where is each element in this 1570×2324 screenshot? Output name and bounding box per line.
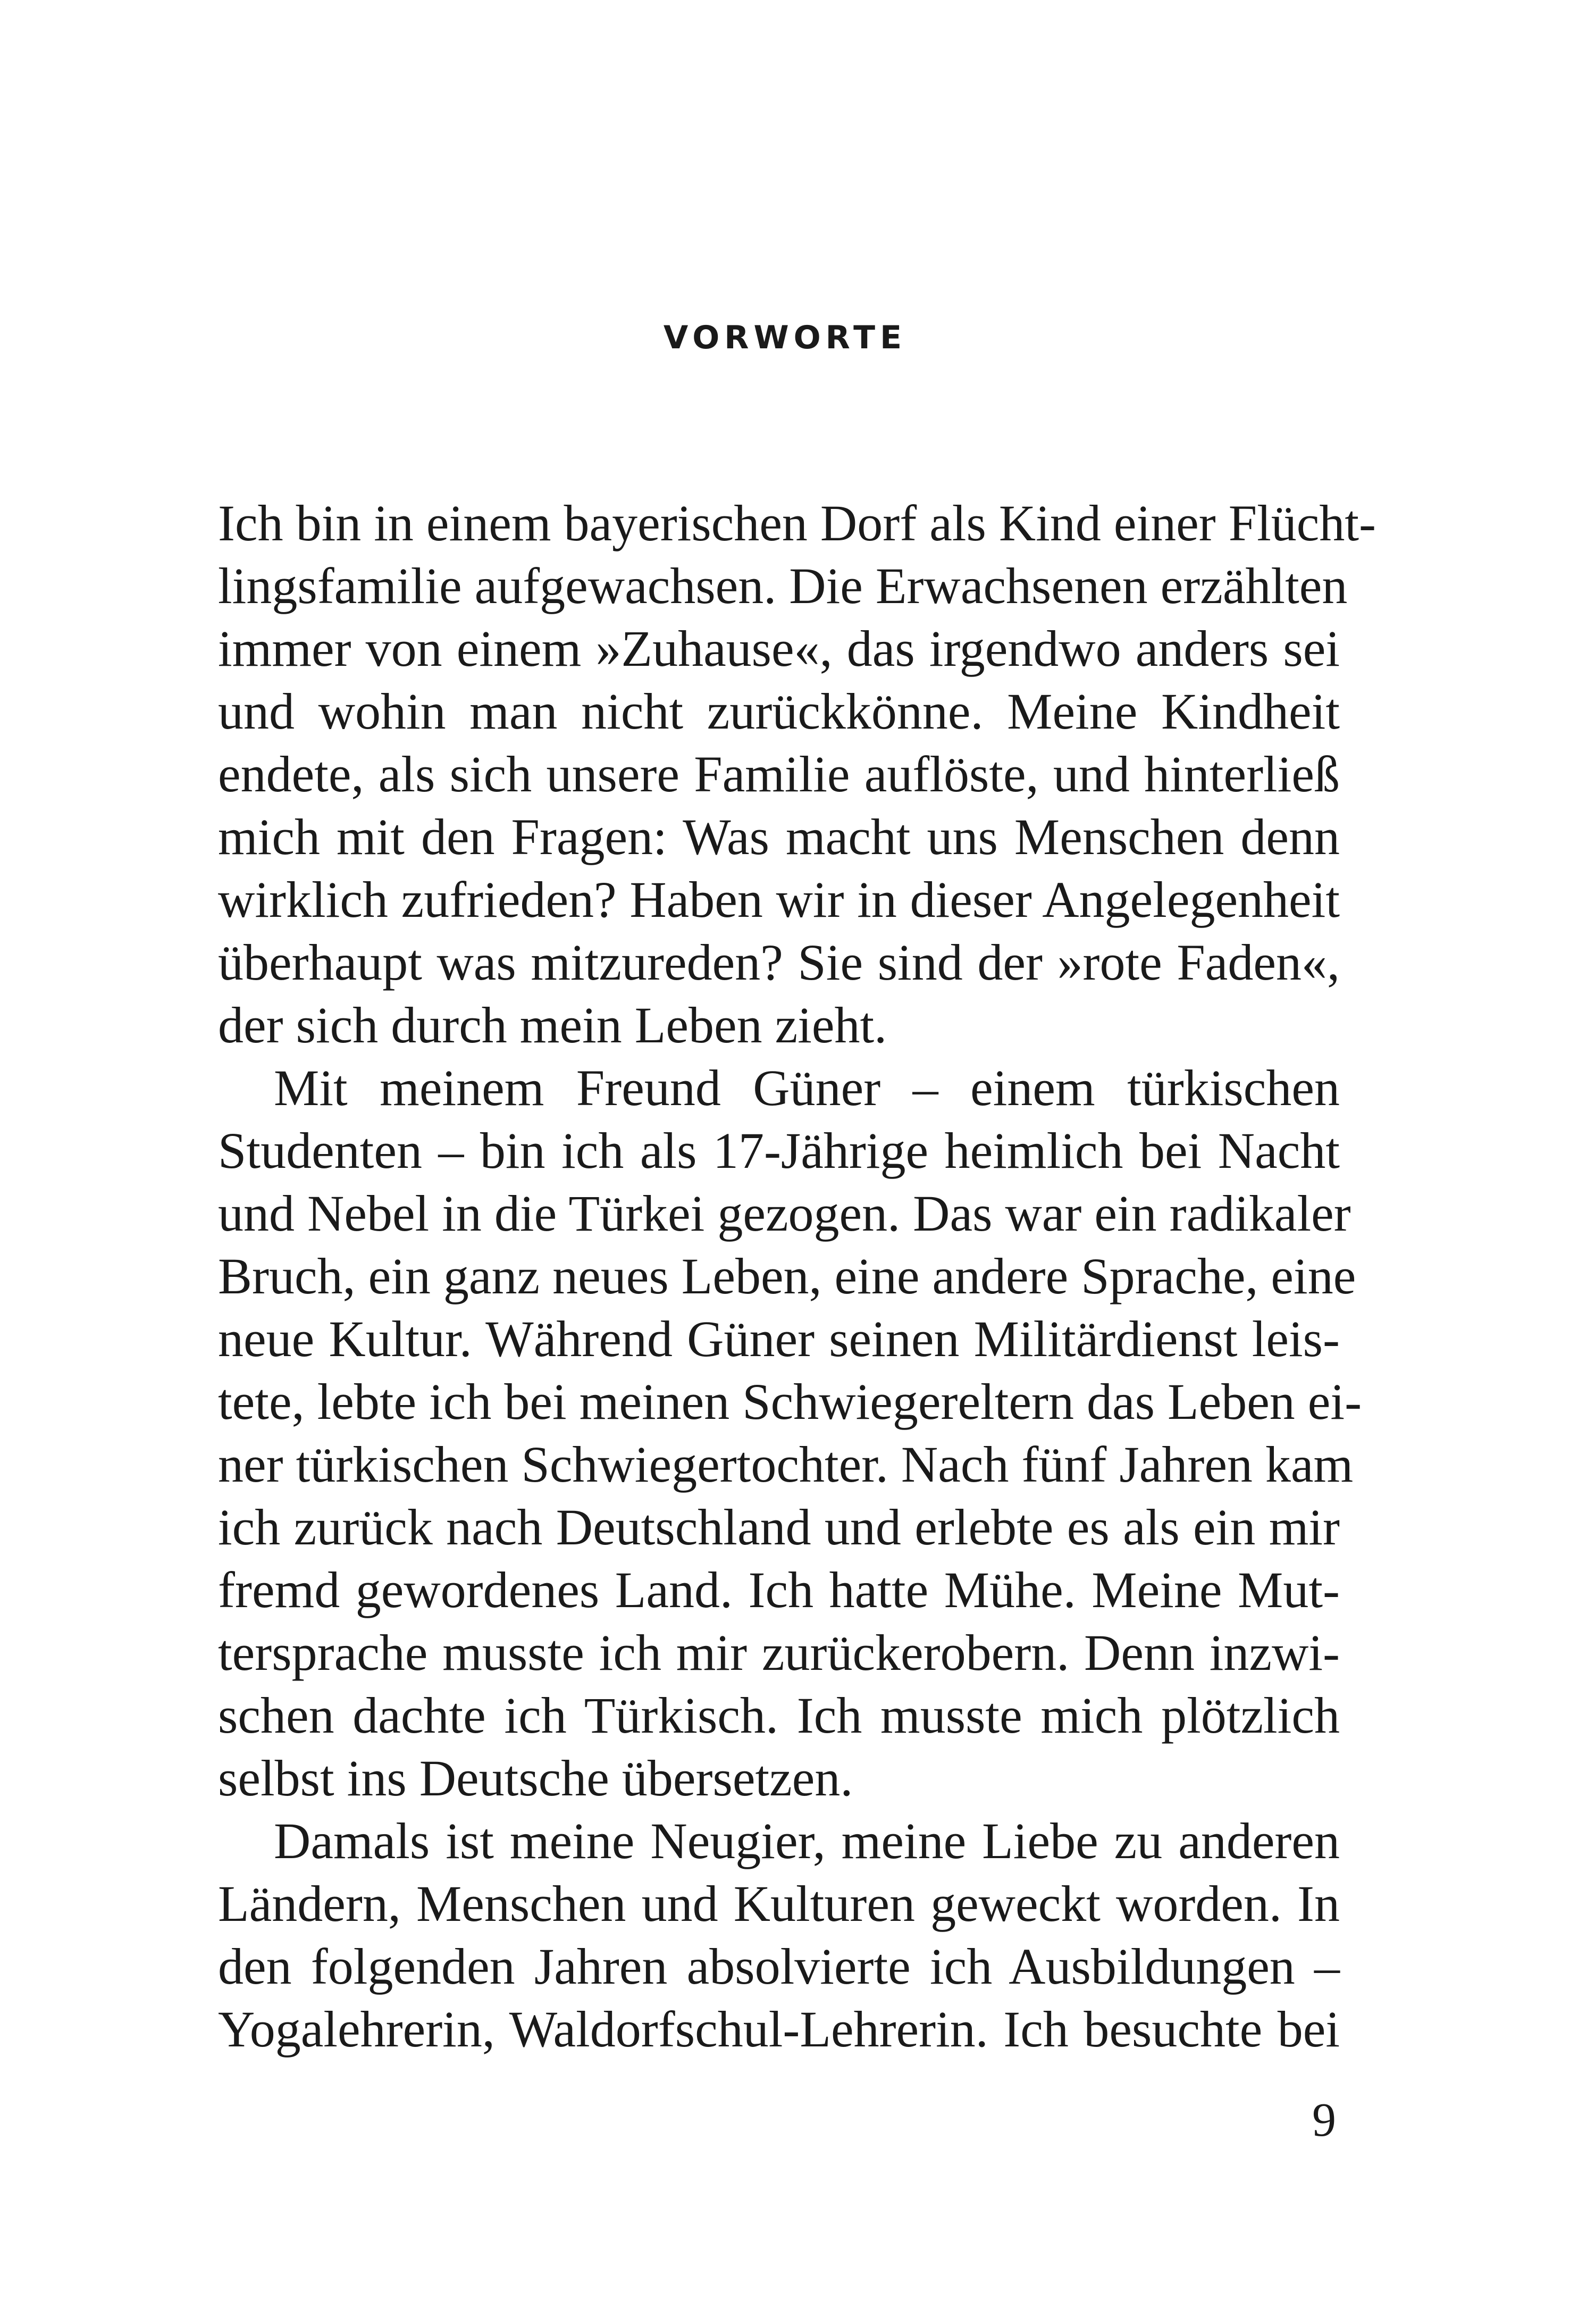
- text-line: und wohin man nicht zurückkönne. Meine Kindheit: [218, 683, 1340, 740]
- paragraph: [218, 1810, 1340, 2061]
- text-line: lingsfamilie aufgewachsen. Die Erwachsenen erzählten: [218, 557, 1348, 614]
- text-line: Bruch, ein ganz neues Leben, eine andere Sprache, eine: [218, 1248, 1356, 1305]
- text-line: fremd gewordenes Land. Ich hatte Mühe. Meine Mut-: [218, 1561, 1340, 1618]
- text-line: Yogalehrerin, Waldorfschul-Lehrerin. Ich besuchte bei: [218, 2001, 1340, 2058]
- text-line: und Nebel in die Türkei gezogen. Das war ein radikaler: [218, 1185, 1351, 1242]
- paragraph: [218, 492, 1376, 1057]
- text-line: Damals ist meine Neugier, meine Liebe zu anderen: [274, 1812, 1340, 1869]
- text-line: immer von einem »Zuhause«, das irgendwo anders sei: [218, 620, 1340, 677]
- text-line: der sich durch mein Leben zieht.: [218, 997, 887, 1054]
- text-line: neue Kultur. Während Güner seinen Militärdienst leis-: [218, 1310, 1340, 1367]
- text-line: schen dachte ich Türkisch. Ich musste mich plötzlich: [218, 1687, 1340, 1744]
- text-line: selbst ins Deutsche übersetzen.: [218, 1750, 853, 1807]
- paragraph: [218, 1057, 1362, 1810]
- chapter-heading: VORWORTE: [663, 319, 907, 356]
- text-line: mich mit den Fragen: Was macht uns Menschen denn: [218, 808, 1340, 865]
- text-line: tersprache musste ich mir zurückerobern. Denn inzwi-: [218, 1624, 1340, 1681]
- page-number: 9: [1312, 2094, 1336, 2146]
- body-text: [218, 492, 1376, 2061]
- text-line: Studenten – bin ich als 17-Jährige heimlich bei Nacht: [218, 1122, 1340, 1179]
- text-line: tete, lebte ich bei meinen Schwiegereltern das Leben ei-: [218, 1373, 1362, 1430]
- text-line: wirklich zufrieden? Haben wir in dieser Angelegenheit: [218, 871, 1340, 928]
- text-line: Ich bin in einem bayerischen Dorf als Kind einer Flücht-: [218, 495, 1376, 551]
- text-line: den folgenden Jahren absolvierte ich Ausbildungen –: [218, 1938, 1340, 1995]
- text-line: überhaupt was mitzureden? Sie sind der »rote Faden«,: [218, 934, 1340, 991]
- text-line: endete, als sich unsere Familie auflöste, und hinterließ: [218, 746, 1340, 802]
- text-line: Ländern, Menschen und Kulturen geweckt worden. In: [218, 1875, 1340, 1932]
- text-line: ner türkischen Schwiegertochter. Nach fünf Jahren kam: [218, 1436, 1354, 1493]
- text-line: Mit meinem Freund Güner – einem türkischen: [274, 1059, 1340, 1116]
- text-line: ich zurück nach Deutschland und erlebte es als ein mir: [218, 1499, 1340, 1556]
